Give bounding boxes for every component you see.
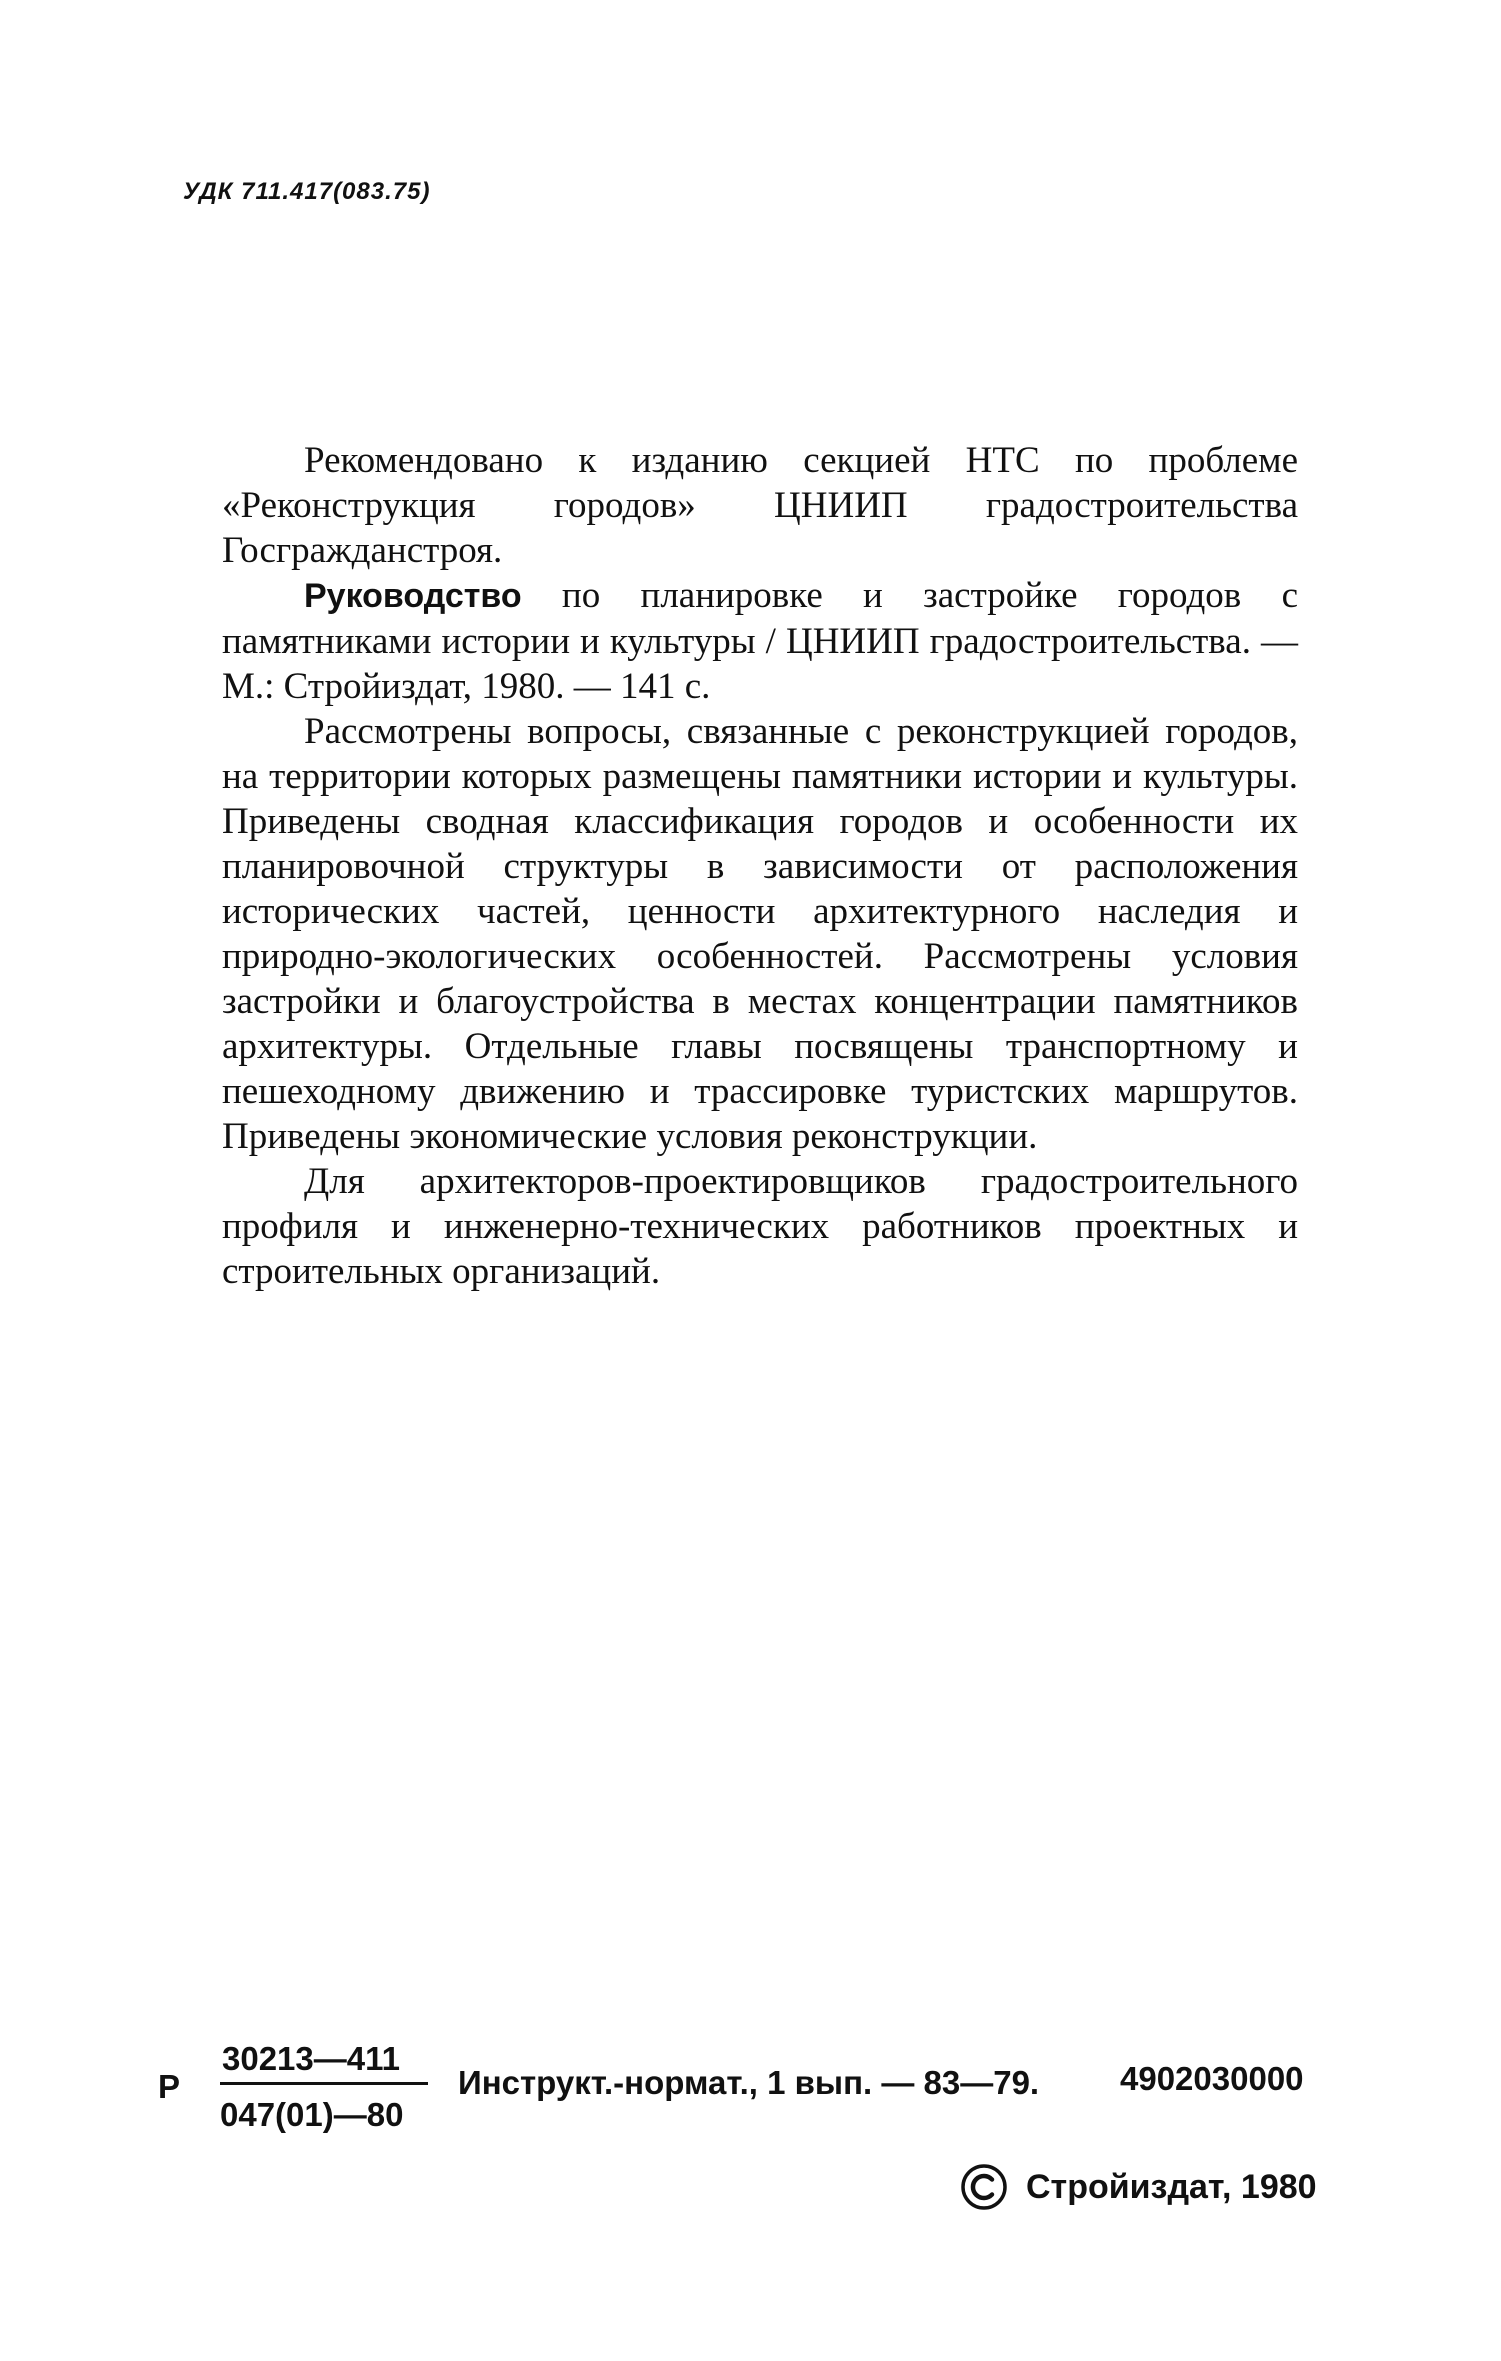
recommendation-paragraph: Рекомендовано к изданию секцией НТС по проблеме «Реконструкция городов» ЦНИИП градостроительства Госгражданстроя.: [222, 440, 1298, 571]
citation-title: Руководство: [304, 577, 522, 615]
udc-code: УДК 711.417(083.75): [183, 178, 431, 205]
audience-paragraph: Для архитекторов-проектировщиков градостроительного профиля и инженерно-технических работников проектных и строительных организаций.: [222, 1161, 1298, 1292]
citation-paragraph: [222, 573, 1298, 709]
abstract: [222, 438, 1298, 1294]
isbn-number: 4902030000: [1120, 2060, 1304, 2097]
copyright-icon: [960, 2163, 1008, 2211]
citation-text: по планировке и застройке городов с памятниками истории и культуры / ЦНИИП градостроительства. — М.: Стройиздат, 1980. — 141 с.: [222, 575, 1298, 707]
publication-code: [158, 2040, 1358, 2133]
code-denominator: 047(01)—80: [220, 2096, 404, 2133]
publication-letter: Р: [158, 2068, 181, 2105]
copyright-line: [960, 2163, 1317, 2211]
code-numerator: 30213—411: [220, 2040, 428, 2085]
summary-paragraph: Рассмотрены вопросы, связанные с реконструкцией городов, на территории которых размещены памятники истории и культуры. Приведены сводная классификация городов и особенности их планировочной структуры в зависимости от расположения исторических частей, ценности архитектурного наследия и природно-экологических особенностей. Рассмотрены условия застройки и благоустройства в местах концентрации памятников архитектуры. Отдельные главы посвящены транспортному и пешеходному движению и трассировке туристских маршрутов. Приведены экономические условия реконструкции.: [222, 711, 1298, 1157]
copyright-text: Стройиздат, 1980: [1026, 2167, 1317, 2206]
instruction-text: Инструкт.-нормат., 1 вып. — 83—79.: [458, 2064, 1040, 2101]
